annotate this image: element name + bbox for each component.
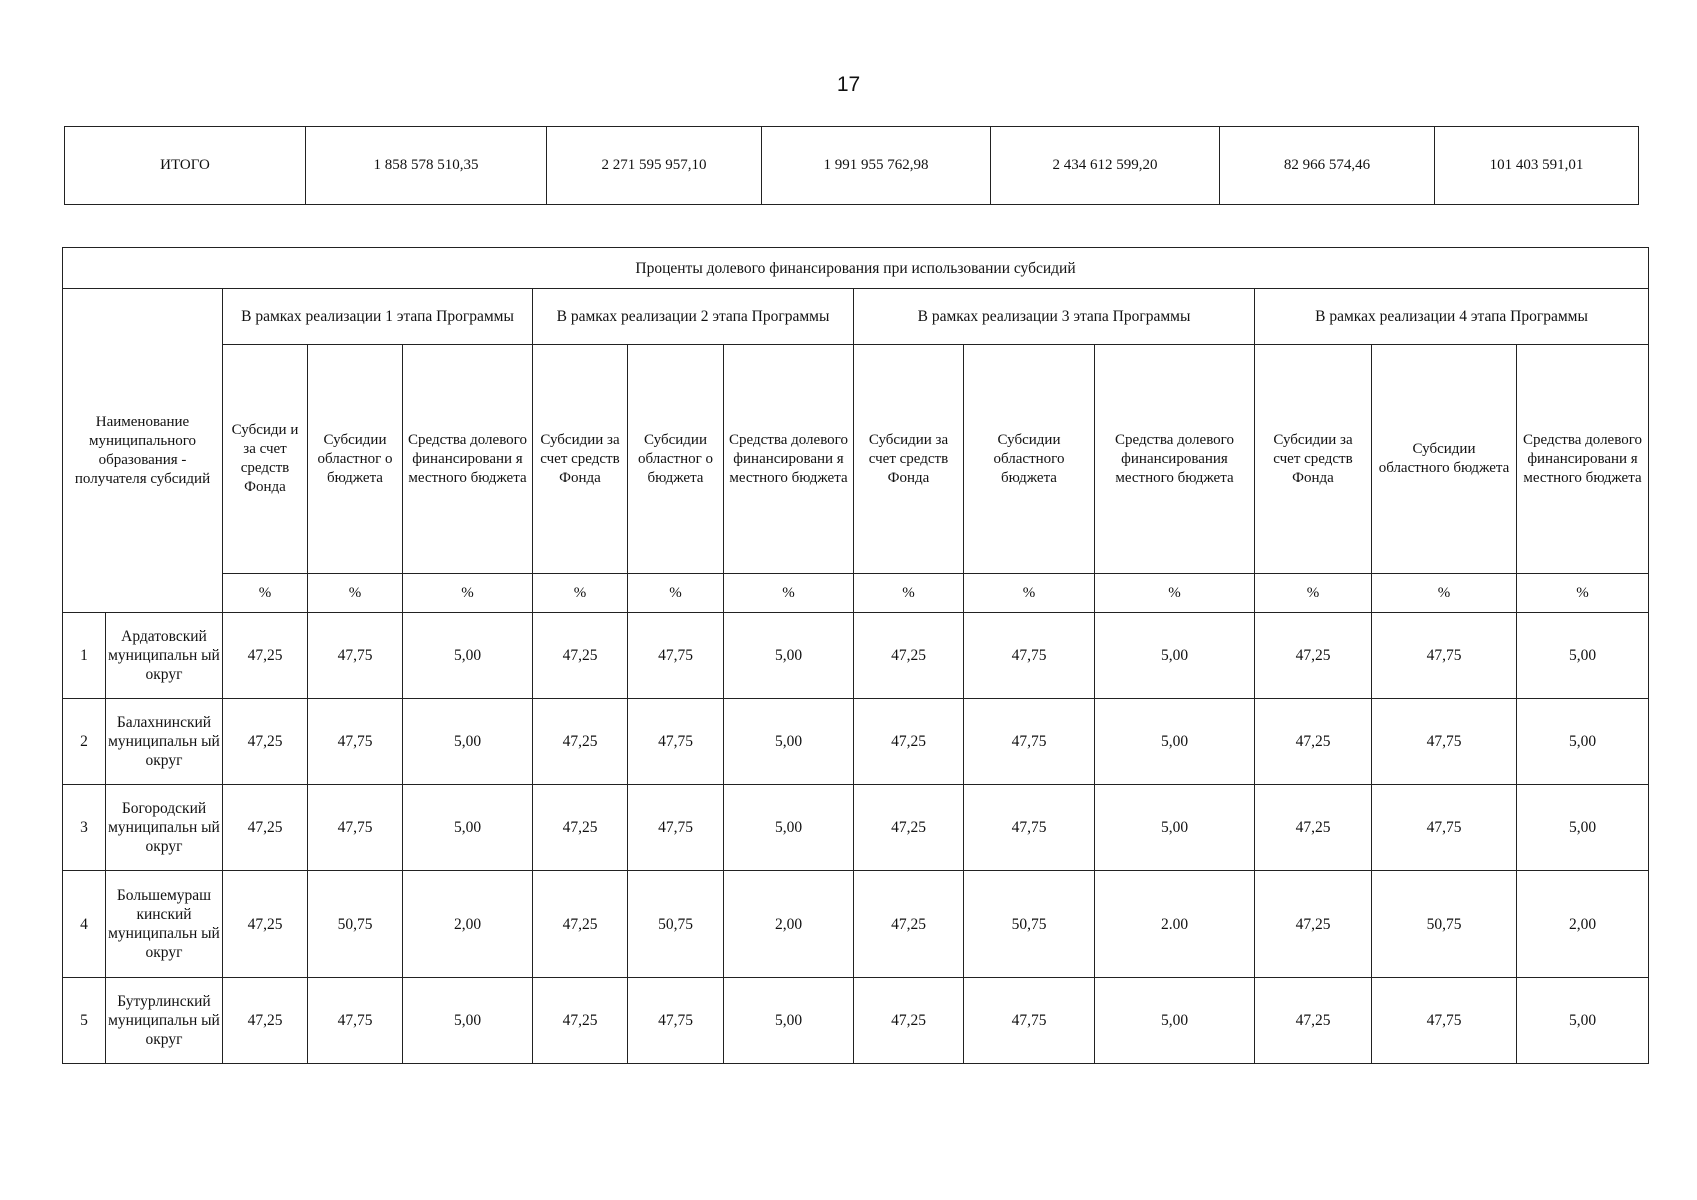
unit-label: %: [724, 574, 854, 613]
percent-value: 47,75: [1372, 699, 1517, 785]
percent-value: 5,00: [724, 785, 854, 871]
percent-value: 47,75: [964, 978, 1095, 1064]
column-header: Субсидии за счет средств Фонда: [533, 345, 628, 574]
percent-value: 47,25: [1255, 785, 1372, 871]
percent-value: 47,25: [854, 613, 964, 699]
municipality-name: Бутурлинский муниципальн ый округ: [106, 978, 223, 1064]
row-number: 5: [63, 978, 106, 1064]
unit-label: %: [1095, 574, 1255, 613]
percent-value: 47,75: [628, 699, 724, 785]
percent-value: 47,75: [628, 978, 724, 1064]
table-row: [63, 699, 1649, 785]
column-header: Субсидии за счет средств Фонда: [854, 345, 964, 574]
column-header: Средства долевого финансировани я местного бюджета: [724, 345, 854, 574]
percent-value: 47,25: [854, 785, 964, 871]
percent-value: 5,00: [724, 978, 854, 1064]
percent-value: 47,25: [223, 785, 308, 871]
percent-value: 47,75: [964, 699, 1095, 785]
percent-value: 5,00: [1095, 785, 1255, 871]
column-header: Субсиди и за счет средств Фонда: [223, 345, 308, 574]
percent-value: 47,75: [964, 613, 1095, 699]
percent-value: 50,75: [628, 871, 724, 978]
percent-value: 47,75: [308, 613, 403, 699]
table-row: [63, 978, 1649, 1064]
percent-value: 47,75: [628, 785, 724, 871]
column-header: Субсидии областног о бюджета: [628, 345, 724, 574]
percent-value: 5,00: [403, 785, 533, 871]
unit-label: %: [223, 574, 308, 613]
column-header: Субсидии за счет средств Фонда: [1255, 345, 1372, 574]
stage-4-header: В рамках реализации 4 этапа Программы: [1255, 289, 1649, 345]
percent-value: 47,25: [533, 613, 628, 699]
totals-value: 82 966 574,46: [1220, 127, 1435, 205]
totals-value: 2 271 595 957,10: [547, 127, 762, 205]
unit-label: %: [964, 574, 1095, 613]
totals-row: [65, 127, 1639, 205]
percent-value: 47,25: [223, 978, 308, 1064]
municipality-name-header: Наименование муниципального образования - получателя субсидий: [63, 289, 223, 613]
percent-value: 2,00: [403, 871, 533, 978]
percent-value: 47,25: [223, 613, 308, 699]
percent-value: 2,00: [724, 871, 854, 978]
percent-value: 47,25: [223, 699, 308, 785]
percent-value: 5,00: [403, 978, 533, 1064]
totals-value: 1 858 578 510,35: [306, 127, 547, 205]
percent-value: 5,00: [1095, 978, 1255, 1064]
table-title: Проценты долевого финансирования при использовании субсидий: [63, 248, 1649, 289]
percent-value: 2.00: [1095, 871, 1255, 978]
percent-value: 5,00: [1095, 699, 1255, 785]
row-number: 3: [63, 785, 106, 871]
percent-value: 47,75: [964, 785, 1095, 871]
column-header: Средства долевого финансирования местного бюджета: [1095, 345, 1255, 574]
stage-2-header: В рамках реализации 2 этапа Программы: [533, 289, 854, 345]
percent-value: 47,25: [1255, 978, 1372, 1064]
percent-value: 47,25: [1255, 699, 1372, 785]
unit-label: %: [1255, 574, 1372, 613]
percent-value: 47,75: [308, 699, 403, 785]
percent-value: 47,75: [308, 785, 403, 871]
percent-value: 5,00: [1095, 613, 1255, 699]
column-header: Субсидии областного бюджета: [1372, 345, 1517, 574]
percent-value: 50,75: [964, 871, 1095, 978]
unit-label: %: [1372, 574, 1517, 613]
table-row: [63, 785, 1649, 871]
unit-label: %: [403, 574, 533, 613]
column-header: Субсидии областного бюджета: [964, 345, 1095, 574]
percent-value: 5,00: [1517, 978, 1649, 1064]
column-header: Средства долевого финансировани я местного бюджета: [1517, 345, 1649, 574]
municipality-name: Балахнинский муниципальн ый округ: [106, 699, 223, 785]
totals-label: ИТОГО: [65, 127, 306, 205]
stage-1-header: В рамках реализации 1 этапа Программы: [223, 289, 533, 345]
unit-label: %: [533, 574, 628, 613]
percent-value: 5,00: [403, 699, 533, 785]
column-header: Субсидии областног о бюджета: [308, 345, 403, 574]
stage-3-header: В рамках реализации 3 этапа Программы: [854, 289, 1255, 345]
percent-value: 47,25: [854, 699, 964, 785]
totals-value: 101 403 591,01: [1435, 127, 1639, 205]
unit-label: %: [308, 574, 403, 613]
percent-value: 5,00: [403, 613, 533, 699]
percent-value: 2,00: [1517, 871, 1649, 978]
percent-value: 47,25: [223, 871, 308, 978]
municipality-name: Большемураш кинский муниципальн ый округ: [106, 871, 223, 978]
table-row: [63, 613, 1649, 699]
percent-value: 47,75: [1372, 785, 1517, 871]
percent-value: 47,25: [854, 978, 964, 1064]
totals-value: 2 434 612 599,20: [991, 127, 1220, 205]
percent-value: 50,75: [308, 871, 403, 978]
row-number: 1: [63, 613, 106, 699]
municipality-name: Богородский муниципальн ый округ: [106, 785, 223, 871]
percent-value: 5,00: [1517, 785, 1649, 871]
percent-value: 47,25: [533, 699, 628, 785]
percent-value: 47,75: [308, 978, 403, 1064]
unit-label: %: [628, 574, 724, 613]
percent-value: 47,25: [533, 871, 628, 978]
percent-value: 47,25: [1255, 613, 1372, 699]
row-number: 4: [63, 871, 106, 978]
percent-value: 5,00: [1517, 699, 1649, 785]
municipality-name: Ардатовский муниципальн ый округ: [106, 613, 223, 699]
unit-label: %: [1517, 574, 1649, 613]
percent-value: 50,75: [1372, 871, 1517, 978]
column-header: Средства долевого финансировани я местного бюджета: [403, 345, 533, 574]
percent-value: 5,00: [1517, 613, 1649, 699]
percent-value: 47,25: [533, 785, 628, 871]
row-number: 2: [63, 699, 106, 785]
percent-value: 47,75: [1372, 613, 1517, 699]
percent-value: 5,00: [724, 699, 854, 785]
percent-value: 47,25: [854, 871, 964, 978]
page-number: 17: [836, 73, 861, 96]
unit-label: %: [854, 574, 964, 613]
table-row: [63, 871, 1649, 978]
percent-value: 47,75: [628, 613, 724, 699]
percent-value: 47,25: [533, 978, 628, 1064]
financing-shares-table: [62, 247, 1649, 1064]
percent-value: 47,75: [1372, 978, 1517, 1064]
percent-value: 5,00: [724, 613, 854, 699]
totals-table: [64, 126, 1639, 205]
totals-value: 1 991 955 762,98: [762, 127, 991, 205]
percent-value: 47,25: [1255, 871, 1372, 978]
